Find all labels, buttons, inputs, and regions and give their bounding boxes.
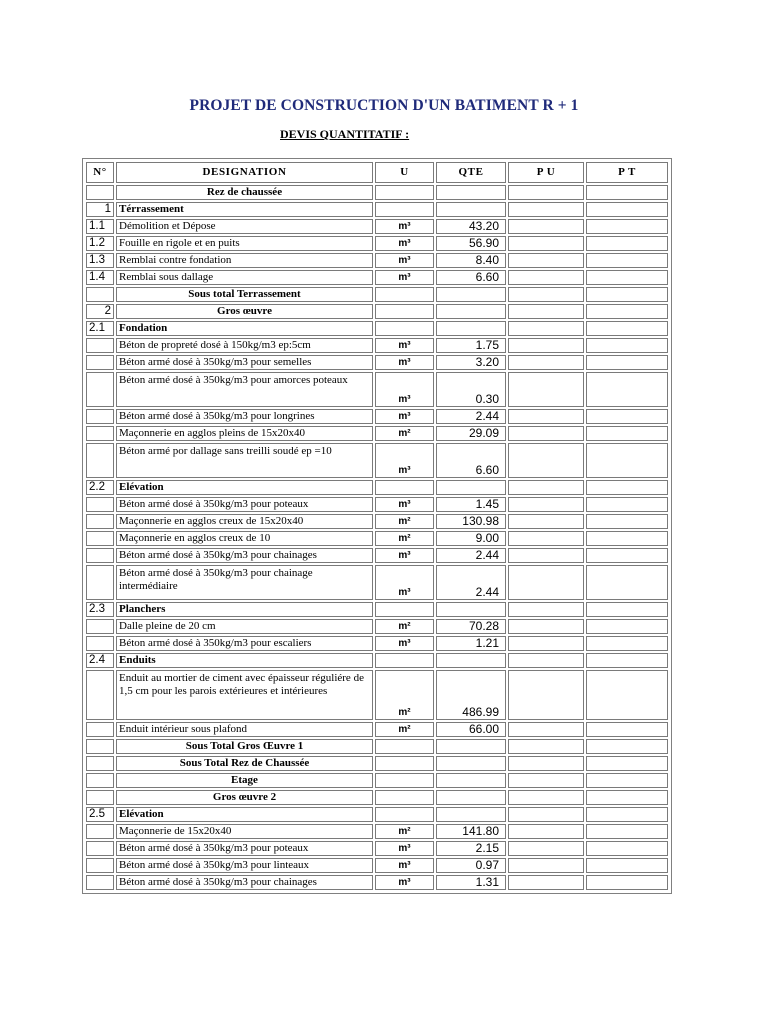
cell-qte: 130.98 — [436, 514, 506, 529]
table-row — [86, 636, 668, 651]
cell-designation: Dalle pleine de 20 cm — [116, 619, 373, 634]
cell-pu — [508, 739, 584, 754]
cell-num — [86, 409, 114, 424]
cell-pt — [586, 338, 668, 353]
table-row — [86, 514, 668, 529]
cell-designation: Béton armé dosé à 350kg/m3 pour poteaux — [116, 841, 373, 856]
table-row — [86, 548, 668, 563]
cell-pt — [586, 253, 668, 268]
cell-qte: 1.31 — [436, 875, 506, 890]
cell-qte: 29.09 — [436, 426, 506, 441]
cell-num — [86, 426, 114, 441]
cell-pu — [508, 636, 584, 651]
cell-qte: 6.60 — [436, 270, 506, 285]
cell-unit — [375, 602, 434, 617]
cell-designation: Etage — [116, 773, 373, 788]
cell-num — [86, 790, 114, 805]
cell-num — [86, 565, 114, 600]
cell-unit — [375, 807, 434, 822]
cell-pt — [586, 304, 668, 319]
table-row — [86, 824, 668, 839]
cell-pt — [586, 202, 668, 217]
cell-pt — [586, 480, 668, 495]
col-header-pu: P U — [508, 162, 584, 183]
cell-qte: 70.28 — [436, 619, 506, 634]
cell-designation: Maçonnerie en agglos creux de 15x20x40 — [116, 514, 373, 529]
cell-pt — [586, 858, 668, 873]
cell-qte: 9.00 — [436, 531, 506, 546]
table-row — [86, 304, 668, 319]
cell-designation: Béton armé dosé à 350kg/m3 pour longrines — [116, 409, 373, 424]
cell-designation: Térrassement — [116, 202, 373, 217]
cell-unit — [375, 773, 434, 788]
table-row — [86, 270, 668, 285]
table-row — [86, 355, 668, 370]
cell-num — [86, 858, 114, 873]
cell-unit: m² — [375, 426, 434, 441]
cell-pt — [586, 372, 668, 407]
cell-pt — [586, 565, 668, 600]
cell-pu — [508, 219, 584, 234]
cell-qte: 2.44 — [436, 548, 506, 563]
cell-designation: Maçonnerie en agglos creux de 10 — [116, 531, 373, 546]
cell-pt — [586, 443, 668, 478]
cell-num — [86, 548, 114, 563]
cell-num: 2.2 — [86, 480, 114, 495]
cell-pu — [508, 480, 584, 495]
cell-num — [86, 636, 114, 651]
cell-pu — [508, 304, 584, 319]
table-row — [86, 426, 668, 441]
table-row — [86, 670, 668, 720]
cell-num — [86, 841, 114, 856]
cell-num — [86, 773, 114, 788]
cell-pu — [508, 185, 584, 200]
cell-num — [86, 875, 114, 890]
cell-unit: m² — [375, 514, 434, 529]
cell-unit: m³ — [375, 372, 434, 407]
cell-qte: 141.80 — [436, 824, 506, 839]
cell-pu — [508, 670, 584, 720]
cell-num — [86, 372, 114, 407]
cell-pu — [508, 270, 584, 285]
cell-pt — [586, 602, 668, 617]
cell-pt — [586, 426, 668, 441]
cell-designation: Enduit au mortier de ciment avec épaisseur réguliére de 1,5 cm pour les parois extérieures et intérieures — [116, 670, 373, 720]
cell-designation: Enduit intérieur sous plafond — [116, 722, 373, 737]
cell-designation: Béton armé dosé à 350kg/m3 pour poteaux — [116, 497, 373, 512]
cell-num: 2.4 — [86, 653, 114, 668]
cell-pt — [586, 287, 668, 302]
cell-num — [86, 185, 114, 200]
cell-num — [86, 739, 114, 754]
cell-pt — [586, 875, 668, 890]
cell-qte: 486.99 — [436, 670, 506, 720]
cell-qte — [436, 653, 506, 668]
cell-designation: Sous total Terrassement — [116, 287, 373, 302]
cell-designation: Planchers — [116, 602, 373, 617]
devis-table-container — [82, 158, 672, 894]
cell-qte — [436, 321, 506, 336]
cell-unit: m³ — [375, 338, 434, 353]
cell-pt — [586, 548, 668, 563]
col-header-num: N° — [86, 162, 114, 183]
cell-qte: 0.97 — [436, 858, 506, 873]
cell-qte: 43.20 — [436, 219, 506, 234]
cell-pu — [508, 790, 584, 805]
cell-unit: m³ — [375, 841, 434, 856]
table-row — [86, 858, 668, 873]
table-row — [86, 372, 668, 407]
cell-qte — [436, 287, 506, 302]
cell-qte — [436, 790, 506, 805]
cell-qte: 2.44 — [436, 565, 506, 600]
cell-qte — [436, 773, 506, 788]
cell-designation: Elévation — [116, 807, 373, 822]
cell-qte — [436, 602, 506, 617]
table-row — [86, 756, 668, 771]
cell-unit: m³ — [375, 636, 434, 651]
cell-designation: Béton armé dosé à 350kg/m3 pour chainages — [116, 875, 373, 890]
cell-pt — [586, 409, 668, 424]
cell-pt — [586, 670, 668, 720]
cell-designation: Démolition et Dépose — [116, 219, 373, 234]
cell-pt — [586, 321, 668, 336]
cell-designation: Béton armé dosé à 350kg/m3 pour semelles — [116, 355, 373, 370]
cell-pu — [508, 756, 584, 771]
cell-pt — [586, 497, 668, 512]
cell-pu — [508, 875, 584, 890]
table-row — [86, 653, 668, 668]
cell-unit: m³ — [375, 565, 434, 600]
table-row — [86, 773, 668, 788]
table-header-row — [86, 162, 668, 183]
cell-num — [86, 514, 114, 529]
cell-unit — [375, 739, 434, 754]
cell-pt — [586, 722, 668, 737]
table-row — [86, 722, 668, 737]
cell-qte: 2.15 — [436, 841, 506, 856]
cell-num: 2.5 — [86, 807, 114, 822]
cell-pu — [508, 858, 584, 873]
cell-designation: Sous Total Gros Œuvre 1 — [116, 739, 373, 754]
cell-num: 2 — [86, 304, 114, 319]
cell-pt — [586, 653, 668, 668]
cell-unit: m³ — [375, 875, 434, 890]
cell-num — [86, 355, 114, 370]
cell-pu — [508, 841, 584, 856]
cell-unit — [375, 287, 434, 302]
col-header-designation: DESIGNATION — [116, 162, 373, 183]
table-row — [86, 185, 668, 200]
cell-num: 1.3 — [86, 253, 114, 268]
table-row — [86, 236, 668, 251]
cell-designation: Béton de propreté dosé à 150kg/m3 ep:5cm — [116, 338, 373, 353]
cell-qte — [436, 739, 506, 754]
cell-pt — [586, 219, 668, 234]
cell-designation: Gros œuvre 2 — [116, 790, 373, 805]
cell-designation: Fondation — [116, 321, 373, 336]
cell-unit: m³ — [375, 219, 434, 234]
cell-qte: 66.00 — [436, 722, 506, 737]
cell-qte — [436, 480, 506, 495]
cell-pu — [508, 773, 584, 788]
cell-pt — [586, 185, 668, 200]
cell-unit: m³ — [375, 858, 434, 873]
cell-designation: Rez de chaussée — [116, 185, 373, 200]
cell-pt — [586, 790, 668, 805]
cell-pu — [508, 531, 584, 546]
cell-pu — [508, 426, 584, 441]
cell-unit — [375, 756, 434, 771]
cell-num — [86, 497, 114, 512]
cell-pt — [586, 531, 668, 546]
cell-pu — [508, 548, 584, 563]
cell-designation: Gros œuvre — [116, 304, 373, 319]
table-row — [86, 807, 668, 822]
cell-pt — [586, 236, 668, 251]
cell-pu — [508, 338, 584, 353]
cell-num — [86, 824, 114, 839]
cell-pt — [586, 756, 668, 771]
cell-pt — [586, 807, 668, 822]
cell-qte: 8.40 — [436, 253, 506, 268]
cell-qte: 1.75 — [436, 338, 506, 353]
cell-pt — [586, 841, 668, 856]
cell-num — [86, 670, 114, 720]
cell-num: 1 — [86, 202, 114, 217]
cell-qte: 56.90 — [436, 236, 506, 251]
cell-designation: Béton armé dosé à 350kg/m3 pour amorces poteaux — [116, 372, 373, 407]
cell-pt — [586, 824, 668, 839]
cell-qte: 0.30 — [436, 372, 506, 407]
cell-qte: 3.20 — [436, 355, 506, 370]
cell-pu — [508, 653, 584, 668]
cell-unit: m² — [375, 824, 434, 839]
table-row — [86, 287, 668, 302]
cell-pt — [586, 270, 668, 285]
cell-unit — [375, 185, 434, 200]
cell-num: 2.3 — [86, 602, 114, 617]
cell-qte: 6.60 — [436, 443, 506, 478]
table-row — [86, 202, 668, 217]
cell-unit — [375, 304, 434, 319]
table-body — [86, 185, 668, 890]
table-row — [86, 497, 668, 512]
cell-unit — [375, 790, 434, 805]
cell-qte — [436, 202, 506, 217]
cell-designation: Elévation — [116, 480, 373, 495]
cell-qte — [436, 304, 506, 319]
cell-num — [86, 756, 114, 771]
table-row — [86, 219, 668, 234]
cell-unit — [375, 202, 434, 217]
cell-designation: Béton armé dosé à 350kg/m3 pour escaliers — [116, 636, 373, 651]
cell-pu — [508, 443, 584, 478]
cell-designation: Enduits — [116, 653, 373, 668]
cell-unit: m² — [375, 531, 434, 546]
cell-pu — [508, 619, 584, 634]
table-row — [86, 739, 668, 754]
cell-designation: Maçonnerie en agglos pleins de 15x20x40 — [116, 426, 373, 441]
table-row — [86, 565, 668, 600]
cell-qte — [436, 185, 506, 200]
cell-pu — [508, 321, 584, 336]
cell-designation: Béton armé dosé à 350kg/m3 pour linteaux — [116, 858, 373, 873]
table-row — [86, 321, 668, 336]
cell-qte: 1.21 — [436, 636, 506, 651]
cell-num: 2.1 — [86, 321, 114, 336]
cell-unit: m³ — [375, 270, 434, 285]
cell-pu — [508, 565, 584, 600]
cell-pu — [508, 253, 584, 268]
cell-pu — [508, 287, 584, 302]
cell-pu — [508, 497, 584, 512]
col-header-unit: U — [375, 162, 434, 183]
cell-pt — [586, 636, 668, 651]
cell-num: 1.2 — [86, 236, 114, 251]
table-row — [86, 443, 668, 478]
devis-table — [84, 160, 670, 892]
table-row — [86, 338, 668, 353]
document-subtitle: DEVIS QUANTITATIF : — [280, 127, 410, 141]
cell-unit — [375, 653, 434, 668]
cell-designation: Béton armé por dallage sans treilli soudé ep =10 — [116, 443, 373, 478]
cell-unit: m² — [375, 722, 434, 737]
cell-pu — [508, 807, 584, 822]
cell-pu — [508, 824, 584, 839]
table-row — [86, 480, 668, 495]
cell-unit: m² — [375, 670, 434, 720]
table-row — [86, 619, 668, 634]
table-row — [86, 790, 668, 805]
table-row — [86, 875, 668, 890]
cell-pt — [586, 739, 668, 754]
cell-qte — [436, 807, 506, 822]
cell-pu — [508, 236, 584, 251]
cell-pt — [586, 773, 668, 788]
document-title: PROJET DE CONSTRUCTION D'UN BATIMENT R + 1 — [189, 97, 579, 114]
cell-pu — [508, 602, 584, 617]
cell-unit: m³ — [375, 253, 434, 268]
cell-designation: Béton armé dosé à 350kg/m3 pour chainage intermédiaire — [116, 565, 373, 600]
cell-pt — [586, 514, 668, 529]
cell-pu — [508, 372, 584, 407]
cell-qte: 2.44 — [436, 409, 506, 424]
cell-pu — [508, 514, 584, 529]
cell-qte — [436, 756, 506, 771]
cell-designation: Remblai sous dallage — [116, 270, 373, 285]
cell-unit: m³ — [375, 497, 434, 512]
cell-unit — [375, 480, 434, 495]
cell-num — [86, 531, 114, 546]
cell-designation: Maçonnerie de 15x20x40 — [116, 824, 373, 839]
cell-pu — [508, 409, 584, 424]
cell-designation: Fouille en rigole et en puits — [116, 236, 373, 251]
col-header-pt: P T — [586, 162, 668, 183]
cell-num — [86, 338, 114, 353]
cell-pu — [508, 722, 584, 737]
cell-unit — [375, 321, 434, 336]
table-row — [86, 602, 668, 617]
cell-designation: Sous Total Rez de Chaussée — [116, 756, 373, 771]
cell-unit: m³ — [375, 548, 434, 563]
cell-num — [86, 619, 114, 634]
col-header-qte: QTE — [436, 162, 506, 183]
cell-designation: Béton armé dosé à 350kg/m3 pour chainages — [116, 548, 373, 563]
cell-unit: m³ — [375, 443, 434, 478]
cell-unit: m² — [375, 619, 434, 634]
cell-qte: 1.45 — [436, 497, 506, 512]
cell-num — [86, 287, 114, 302]
cell-pt — [586, 355, 668, 370]
table-row — [86, 253, 668, 268]
table-row — [86, 841, 668, 856]
cell-num: 1.1 — [86, 219, 114, 234]
table-row — [86, 531, 668, 546]
cell-unit: m³ — [375, 355, 434, 370]
cell-num — [86, 443, 114, 478]
cell-pt — [586, 619, 668, 634]
table-row — [86, 409, 668, 424]
cell-num: 1.4 — [86, 270, 114, 285]
cell-unit: m³ — [375, 409, 434, 424]
cell-unit: m³ — [375, 236, 434, 251]
cell-num — [86, 722, 114, 737]
cell-pu — [508, 202, 584, 217]
cell-designation: Remblai contre fondation — [116, 253, 373, 268]
cell-pu — [508, 355, 584, 370]
